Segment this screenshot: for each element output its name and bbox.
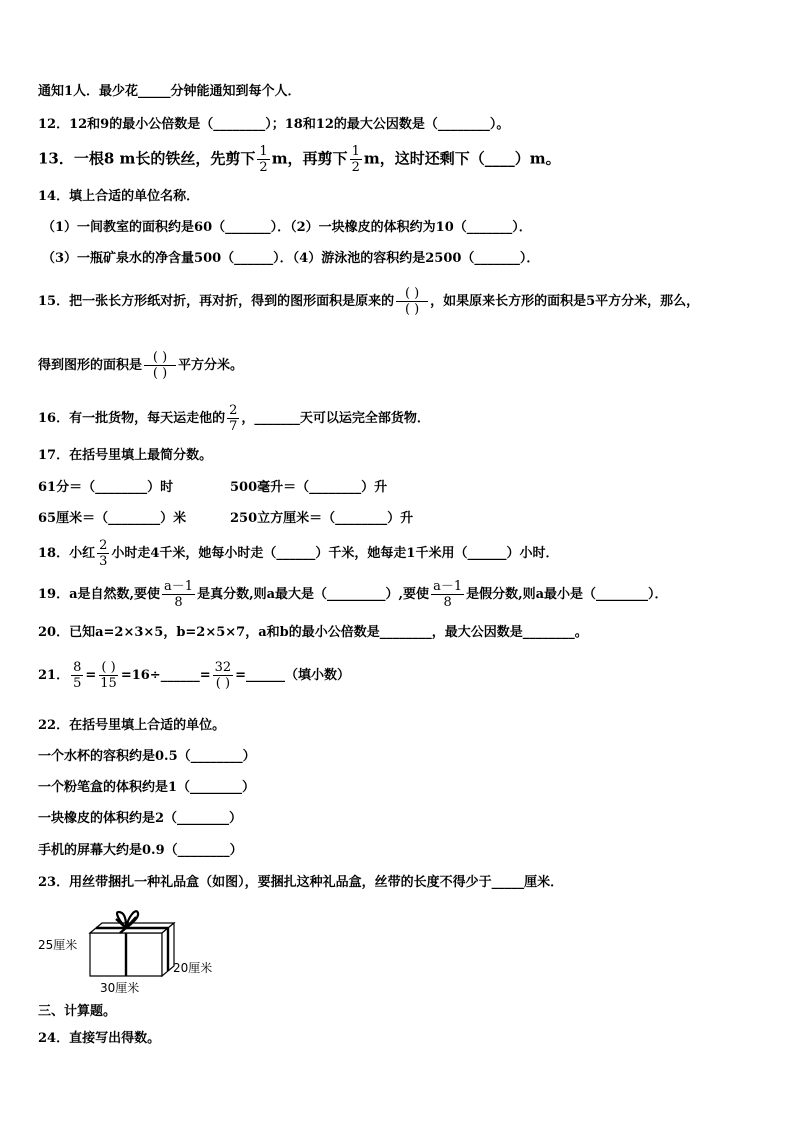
fraction-one-half: $\frac{1}{2}$ (259, 144, 268, 175)
q16-text-b: ，_______天可以运完全部货物． (241, 411, 430, 426)
question-21 (38, 660, 350, 691)
section-3-heading: 三、计算题。 (38, 1004, 117, 1019)
question-15-cont (38, 350, 243, 381)
question-12: 12．12和9的最小公倍数是（________）；18和12的最大公因数是（________）。 (38, 117, 510, 132)
width-label: 20厘米 (173, 961, 213, 975)
q19-text-c: 是假分数,则a最小是（________）． (466, 587, 668, 602)
line-q11-tail: 通知1人．最少花_____分钟能通知到每个人． (38, 84, 301, 99)
question-15 (38, 286, 699, 317)
q18-text-b: 小时走4千米，她每小时走（______）千米，她每走1千米用（______）小时． (111, 546, 559, 561)
question-14-part3: （3）一瓶矿泉水的净含量500（______）．（4）游泳池的容积约是2500（_______）． (42, 251, 540, 266)
q13-text-a: 13．一根8 m长的铁丝，先剪下 (38, 149, 256, 168)
q15-text-b: ，如果原来长方形的面积是5平方分米，那么， (430, 294, 700, 309)
question-17-item2: 500毫升＝（________）升 (230, 480, 388, 495)
question-17-item3: 65厘米＝（________）米 (38, 511, 187, 526)
question-22-item2: 一个粉笔盒的体积约是1（________） (38, 780, 256, 795)
q19-text-a: 19．a是自然数,要使 (38, 587, 161, 602)
question-14-part1: （1）一间教室的面积约是60（_______）．（2）一块橡皮的体积约为10（_______）． (42, 220, 532, 235)
fraction-32-over-blank: 32 ( ) (214, 660, 232, 691)
q21-text-c: =16÷______= (120, 668, 211, 683)
q21-text-d: =______（填小数） (235, 668, 351, 683)
q21-text-a: 21． (38, 668, 70, 683)
length-label: 30厘米 (100, 981, 140, 995)
question-22-item3: 一块橡皮的体积约是2（________） (38, 811, 243, 826)
question-18 (38, 538, 558, 569)
question-24: 24．直接写出得数。 (38, 1031, 161, 1046)
fraction-blank: ( ) ( ) (396, 286, 428, 317)
fraction-one-half-2: $\frac{1}{2}$ (351, 144, 360, 175)
question-17-item1: 61分＝（________）时 (38, 480, 174, 495)
fraction-two-thirds: $\frac{2}{3}$ (99, 538, 108, 569)
fraction-a-minus-1-over-8-2: $\frac{a-1}{8}$ (433, 579, 463, 610)
fraction-eight-fifths: $\frac{8}{5}$ (73, 660, 82, 691)
question-23: 23．用丝带捆扎一种礼品盒（如图），要捆扎这种礼品盒，丝带的长度不得少于_____厘米． (38, 875, 564, 890)
q19-text-b: 是真分数,则a最大是（_________）,要使 (197, 587, 430, 602)
height-label: 25厘米 (38, 938, 78, 952)
q15-text-a: 15．把一张长方形纸对折，再对折，得到的图形面积是原来的 (38, 294, 395, 309)
q21-text-b: = (85, 668, 97, 683)
fraction-blank-over-15: ( ) 15 (100, 660, 117, 691)
question-22: 22．在括号里填上合适的单位。 (38, 718, 226, 733)
question-16 (38, 403, 430, 434)
q16-text-a: 16．有一批货物，每天运走他的 (38, 411, 226, 426)
question-22-item1: 一个水杯的容积约是0.5（________） (38, 749, 256, 764)
fraction-a-minus-1-over-8: $\frac{a-1}{8}$ (164, 579, 194, 610)
q18-text-a: 18．小红 (38, 546, 96, 561)
question-13 (38, 144, 561, 175)
q13-text-b: m，再剪下 (271, 149, 348, 168)
question-17-item4: 250立方厘米＝（________）升 (230, 511, 414, 526)
fraction-blank-2: ( ) ( ) (144, 350, 176, 381)
q13-text-c: m，这时还剩下（____）m。 (363, 149, 561, 168)
q15-text-d: 平方分米。 (178, 358, 244, 373)
q15-text-c: 得到图形的面积是 (38, 358, 143, 373)
question-19 (38, 579, 668, 610)
fraction-two-sevenths: $\frac{2}{7}$ (229, 403, 238, 434)
question-20: 20．已知a=2×3×5，b=2×5×7，a和b的最小公倍数是________，最大公因数是________。 (38, 625, 588, 640)
question-22-item4: 手机的屏幕大约是0.9（________） (38, 843, 243, 858)
gift-box-figure (36, 903, 236, 998)
question-17: 17．在括号里填上最简分数。 (38, 448, 213, 463)
question-14: 14．填上合适的单位名称． (38, 189, 200, 204)
